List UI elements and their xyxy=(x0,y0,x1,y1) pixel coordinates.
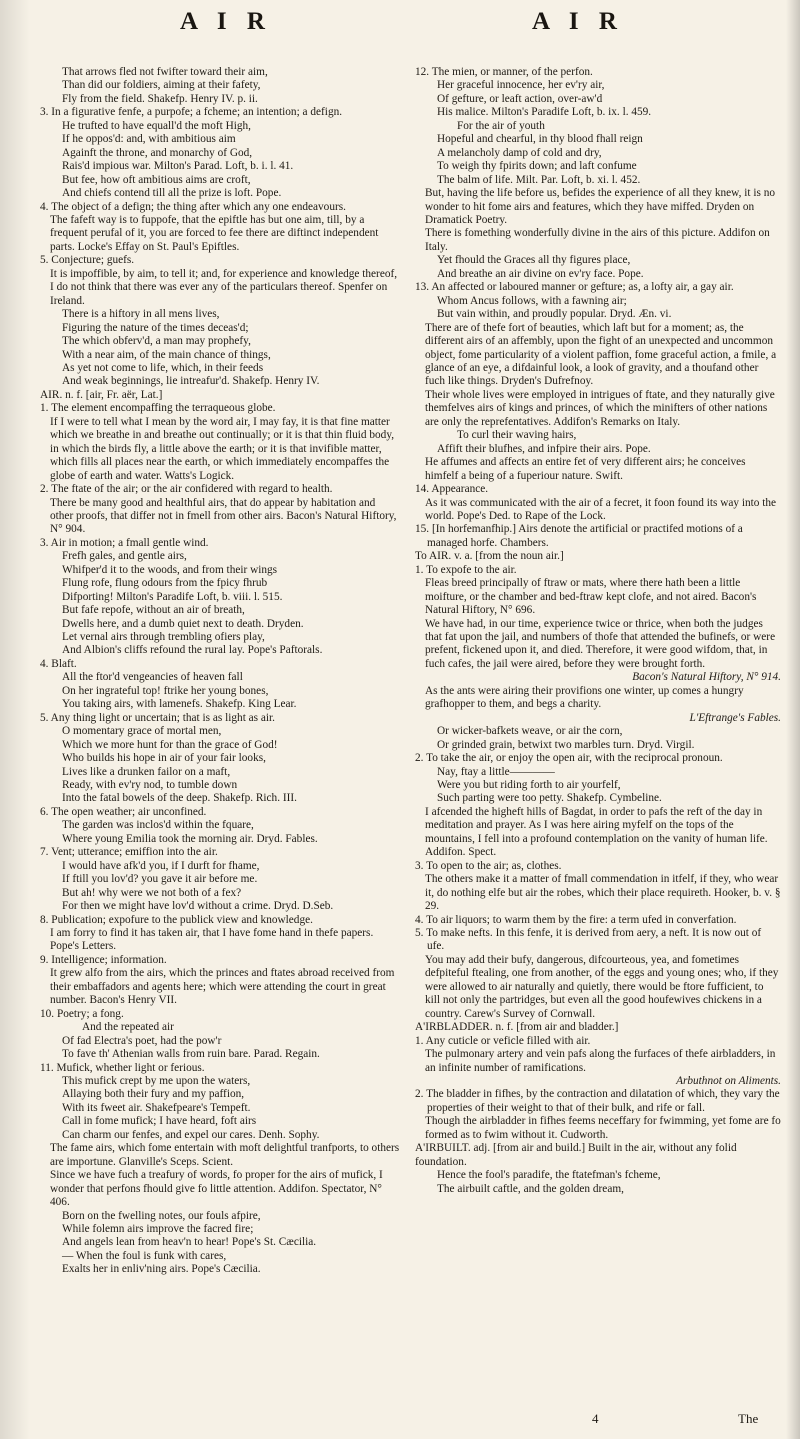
text-line: You may add their bufy, dangerous, difcourteous, yea, and fometimes defpiteful ftealing, one from another, of the eggs and young ones; who, if they were allowed to air naturally and quietly, there would be ftore fufficient, to kill not only the partridges, but even all the good houfewives chickens in a country. Carew's Survey of Cornwall. xyxy=(425,953,779,1020)
text-line: 4. The object of a defign; the thing after which any one endeavours. xyxy=(40,200,346,213)
text-line: Though the airbladder in fifhes feems neceffary for fwimming, yet fome are fo formed as to fwim without it. Cudworth. xyxy=(425,1115,781,1141)
text-line: Can charm our fenfes, and expel our cares. Denh. Sophy. xyxy=(62,1128,320,1141)
text-line: Let vernal airs through trembling ofiers play, xyxy=(62,631,265,644)
text-line: The pulmonary artery and vein pafs along the furfaces of thefe airbladders, in an infinite number of ramifications. xyxy=(425,1048,776,1074)
text-line: 9. Intelligence; information. xyxy=(40,953,167,966)
text-line: AIR. n. f. [air, Fr. aër, Lat.] xyxy=(40,388,163,401)
text-line: Than did our foldiers, aiming at their fafety, xyxy=(62,79,261,92)
text-line: A'IRBUILT. adj. [from air and build.] Built in the air, without any folid foundation. xyxy=(415,1142,737,1168)
text-line: The which obferv'd, a man may prophefy, xyxy=(62,335,251,348)
text-line: To weigh thy fpirits down; and laft confume xyxy=(437,160,637,173)
text-line: As it was communicated with the air of a fecret, it foon found its way into the world. Pope's Ded. to Rape of the Lock. xyxy=(425,496,777,522)
text-line: Of fad Electra's poet, had the pow'r xyxy=(62,1034,222,1047)
text-line: Hopeful and chearful, in thy blood fhall reign xyxy=(437,133,643,146)
text-line: 3. Air in motion; a fmall gentle wind. xyxy=(40,536,209,549)
text-line: 13. An affected or laboured manner or gefture; as, a lofty air, a gay air. xyxy=(415,281,734,294)
running-head-left: A I R xyxy=(180,8,272,35)
text-line: 10. Poetry; a fong. xyxy=(40,1007,124,1020)
text-line: It is impoffible, by aim, to tell it; and, for experience and knowledge thereof, I do not think that there was ever any of the particulars thereof. Spenfer on Ireland. xyxy=(50,267,398,307)
text-line: As yet not come to life, which, in their feeds xyxy=(62,361,264,374)
text-line: The fame airs, which fome entertain with moft delightful tranfports, to others are importune. Glanville's Sceps. Scient. xyxy=(50,1142,400,1168)
catchword: The xyxy=(738,1411,759,1426)
text-line: While folemn airs improve the facred fire; xyxy=(62,1222,254,1235)
text-line: 11. Mufick, whether light or ferious. xyxy=(40,1061,205,1074)
text-line: I afcended the higheft hills of Bagdat, in order to pafs the reft of the day in meditation and prayer. As I was here airing myfelf on the tops of the mountains, I fell into a profound contemplation on the vanity of human life. Addifon. Spect. xyxy=(425,805,768,859)
text-line: For the air of youth xyxy=(457,119,545,132)
text-line: Difporting! Milton's Paradife Loft, b. viii. l. 515. xyxy=(62,590,283,603)
text-line: Fly from the field. Shakefp. Henry IV. p. ii. xyxy=(62,92,258,105)
text-line: On her ingrateful top! ftrike her young bones, xyxy=(62,684,269,697)
text-line: There is a hiftory in all mens lives, xyxy=(62,308,220,321)
text-line: The balm of life. Milt. Par. Loft, b. xi. l. 452. xyxy=(437,173,641,186)
text-line: Fleas breed principally of ftraw or mats, where there hath been a little moifture, or the chamber and bed-ftraw kept clofe, and not aired. Bacon's Natural Hiftory, N° 696. xyxy=(425,577,757,617)
text-line: As the ants were airing their provifions one winter, up comes a hungry grafhopper to them, and begs a charity. xyxy=(425,684,744,711)
text-line: 15. [In horfemanfhip.] Airs denote the artificial or practifed motions of a managed horfe. Chambers. xyxy=(415,523,743,549)
text-line: This mufick crept by me upon the waters, xyxy=(62,1074,251,1087)
signature-mark: 4 xyxy=(592,1411,599,1426)
text-line: With a near aim, of the main chance of things, xyxy=(62,348,271,361)
text-line: Their whole lives were employed in intrigues of ftate, and they naturally give themfelves airs of kings and princes, of which the minifters of other nations are only the reprefentatives. Addifon's Remarks on Italy. xyxy=(425,388,775,428)
text-line: Arbuthnot on Aliments. xyxy=(676,1074,781,1087)
text-line: It grew alfo from the airs, which the princes and ftates abroad received from their embaffadors and agents here; which were attending the court in great number. Bacon's Henry VII. xyxy=(50,967,395,1007)
text-line: But ah! why were we not both of a fex? xyxy=(62,886,242,899)
text-line: But fafe repofe, without an air of breath, xyxy=(62,604,245,617)
text-line: O momentary grace of mortal men, xyxy=(62,725,222,738)
text-line: He affumes and affects an entire fet of very different airs; he conceives himfelf a being of a fuperiour nature. Swift. xyxy=(425,456,746,482)
text-line: But vain within, and proudly popular. Dryd. Æn. vi. xyxy=(437,308,672,321)
text-line: There is fomething wonderfully divine in the airs of this picture. Addifon on Italy. xyxy=(425,227,770,253)
text-line: You taking airs, with lamenefs. Shakefp. King Lear. xyxy=(62,698,297,711)
text-line: 5. Any thing light or uncertain; that is as light as air. xyxy=(40,711,276,724)
text-line: 4. To air liquors; to warm them by the fire: a term ufed in converfation. xyxy=(415,913,737,926)
text-line: I am forry to find it has taken air, that I have fome hand in thefe papers. Pope's Letters. xyxy=(50,927,374,953)
text-line: For then we might have lov'd without a crime. Dryd. D.Seb. xyxy=(62,900,334,913)
text-line: 4. Blaft. xyxy=(40,657,77,670)
page-edge-shadow xyxy=(786,0,800,1439)
text-line: 2. The ftate of the air; or the air confidered with regard to health. xyxy=(40,483,333,496)
text-line: The fafeft way is to fuppofe, that the epiftle has but one aim, till, by a frequent perufal of it, you are forced to fee there are diftinct independent parts. Locke's Effay on St. Paul's Epiftles. xyxy=(50,213,379,253)
text-line: Were you but riding forth to air yourfelf, xyxy=(437,779,621,792)
running-header xyxy=(0,8,800,52)
text-line: If he oppos'd: and, with ambitious aim xyxy=(62,133,236,146)
text-line: 1. The element encompaffing the terraqueous globe. xyxy=(40,402,276,415)
text-line: The garden was inclos'd within the fquare, xyxy=(62,819,254,832)
text-line: 8. Publication; expofure to the publick view and knowledge. xyxy=(40,913,313,926)
text-line: 5. To make nefts. In this fenfe, it is derived from aery, a neft. It is now out of ufe. xyxy=(415,927,762,953)
text-line: And angels lean from heav'n to hear! Pope's St. Cæcilia. xyxy=(62,1236,317,1249)
text-line: 2. The bladder in fifhes, by the contraction and dilatation of which, they vary the properties of their weight to that of their bulk, and rife or fall. xyxy=(415,1088,780,1114)
text-line: He trufted to have equall'd the moft High, xyxy=(62,119,252,132)
text-line: Born on the fwelling notes, our fouls afpire, xyxy=(62,1209,261,1222)
text-line: Nay, ftay a little———— xyxy=(437,765,555,778)
text-line: Ready, with ev'ry nod, to tumble down xyxy=(62,779,238,792)
text-line: And weak beginnings, lie intreafur'd. Shakefp. Henry IV. xyxy=(62,375,320,388)
text-line: Lives like a drunken failor on a maft, xyxy=(62,765,231,778)
text-line: 3. To open to the air; as, clothes. xyxy=(415,859,562,872)
text-line: If I were to tell what I mean by the word air, I may fay, it is that fine matter which we breathe in and breathe out continually; or it is that thin fluid body, in which the birds fly, a little above the earth; or it is that invifible matter, which fills all places near the earth, or which immediately encompaffes the globe of earth and water. Watts's Logick. xyxy=(50,415,395,482)
text-line: Yet fhould the Graces all thy figures place, xyxy=(437,254,631,267)
text-line: We have had, in our time, experience twice or thrice, when both the judges that fat upon the jail, and numbers of thofe that attended the bufinefs, or were prefent, fickened upon it, and died. Therefore, it were good wifdom, that, in fuch cafes, the jail were aired, before they were brought forth. xyxy=(425,617,776,670)
text-line: Rais'd impious war. Milton's Parad. Loft, b. i. l. 41. xyxy=(62,160,294,173)
text-line: 2. To take the air, or enjoy the open air, with the reciprocal pronoun. xyxy=(415,752,723,765)
text-line: With its fweet air. Shakefpeare's Tempeft. xyxy=(62,1101,251,1114)
text-line: Her graceful innocence, her ev'ry air, xyxy=(437,79,605,92)
text-line: L'Eftrange's Fables. xyxy=(689,711,781,724)
text-line: There are of thefe fort of beauties, which laft but for a moment; as, the different airs of an affembly, upon the fight of an unexpected and uncommon object, fome particularity of a violent paffion, fome graceful action, a fmile, a glance of an eye, a difdainful look, a look of gravity, and a thoufand other fuch like things. Dryden's Dufrefnoy. xyxy=(425,321,777,388)
text-line: There be many good and healthful airs, that do appear by habitation and other proofs, that differ not in fmell from other airs. Bacon's Natural Hiftory, N° 904. xyxy=(50,496,397,536)
text-line: Exalts her in enliv'ning airs. Pope's Cæcilia. xyxy=(62,1263,261,1276)
text-line: 5. Conjecture; guefs. xyxy=(40,254,135,267)
text-line: Allaying both their fury and my paffion, xyxy=(62,1088,245,1101)
text-line: The airbuilt caftle, and the golden dream, xyxy=(437,1182,624,1195)
text-line: Such parting were too petty. Shakefp. Cymbeline. xyxy=(437,792,662,805)
text-line: To curl their waving hairs, xyxy=(457,429,577,442)
text-line: If ftill you lov'd? you gave it air before me. xyxy=(62,873,258,886)
text-line: Figuring the nature of the times deceas'd; xyxy=(62,321,249,334)
text-line: 1. To expofe to the air. xyxy=(415,563,517,576)
text-line: Bacon's Natural Hiftory, N° 914. xyxy=(632,671,781,684)
text-line: Since we have fuch a treafury of words, fo proper for the airs of mufick, I wonder that perfons fhould give fo little attention. Addifon. Spectator, N° 406. xyxy=(50,1169,383,1209)
text-line: Which we more hunt for than the grace of God! xyxy=(62,738,278,751)
text-line: 1. Any cuticle or veficle filled with air. xyxy=(415,1034,591,1047)
text-line: But fee, how oft ambitious aims are croft, xyxy=(62,173,251,186)
text-line: 14. Appearance. xyxy=(415,483,489,496)
text-line: — When the foul is funk with cares, xyxy=(62,1249,227,1262)
text-line: Call in fome mufick; I have heard, foft airs xyxy=(62,1115,257,1128)
text-line: Dwells here, and a dumb quiet next to death. Dryden. xyxy=(62,617,304,630)
text-line: 7. Vent; utterance; emiffion into the air. xyxy=(40,846,218,859)
text-line: Or grinded grain, betwixt two marbles turn. Dryd. Virgil. xyxy=(437,738,695,751)
text-line: Affift their blufhes, and infpire their airs. Pope. xyxy=(437,442,651,455)
text-line: And breathe an air divine on ev'ry face. Pope. xyxy=(437,267,644,280)
text-line: 3. In a figurative fenfe, a purpofe; a fcheme; an intention; a defign. xyxy=(40,106,343,119)
text-line: 12. The mien, or manner, of the perfon. xyxy=(415,66,593,78)
text-line: And chiefs contend till all the prize is loft. Pope. xyxy=(62,187,282,200)
text-line: And Albion's cliffs refound the rural lay. Pope's Paftorals. xyxy=(62,644,323,657)
left-column xyxy=(40,66,400,1426)
text-line: A'IRBLADDER. n. f. [from air and bladder.] xyxy=(415,1021,619,1034)
text-line: But, having the life before us, befides the experience of all they knew, it is no wonder to hit fome airs and features, which they have miffed. Dryden on Dramatick Poetry. xyxy=(425,187,775,226)
text-line: To AIR. v. a. [from the noun air.] xyxy=(415,550,564,563)
running-head-right: A I R xyxy=(532,8,624,35)
text-line: A melancholy damp of cold and dry, xyxy=(437,146,602,159)
text-line: All the ftor'd vengeancies of heaven fall xyxy=(62,671,243,684)
text-line: That arrows fled not fwifter toward their aim, xyxy=(62,66,268,78)
text-line: Where young Emilia took the morning air. Dryd. Fables. xyxy=(62,832,318,845)
text-line: Of gefture, or leaft action, over-aw'd xyxy=(437,92,603,105)
text-line: Hence the fool's paradife, the ftatefman's fcheme, xyxy=(437,1169,661,1182)
text-line: Or wicker-bafkets weave, or air the corn, xyxy=(437,725,623,738)
right-column xyxy=(415,66,781,1426)
text-line: 6. The open weather; air unconfined. xyxy=(40,805,207,818)
text-line: Againft the throne, and monarchy of God, xyxy=(62,146,253,159)
text-line: And the repeated air xyxy=(82,1021,174,1034)
text-line: His malice. Milton's Paradife Loft, b. ix. l. 459. xyxy=(437,106,652,119)
text-line: Whom Ancus follows, with a fawning air; xyxy=(437,294,627,307)
text-line: Who builds his hope in air of your fair looks, xyxy=(62,752,266,765)
text-line: Flung rofe, flung odours from the fpicy fhrub xyxy=(62,577,268,590)
text-line: Into the fatal bowels of the deep. Shakefp. Rich. III. xyxy=(62,792,297,805)
text-line: The others make it a matter of fmall commendation in itfelf, if they, who wear it, do nothing elfe but air the robes, which their place requireth. Hooker, b. v. § 29. xyxy=(425,873,781,913)
text-line: Whifper'd it to the woods, and from their wings xyxy=(62,563,278,576)
gutter-shadow xyxy=(0,0,30,1439)
text-line: To fave th' Athenian walls from ruin bare. Parad. Regain. xyxy=(62,1048,320,1061)
text-line: I would have afk'd you, if I durft for fhame, xyxy=(62,859,260,872)
text-line: Frefh gales, and gentle airs, xyxy=(62,550,187,563)
